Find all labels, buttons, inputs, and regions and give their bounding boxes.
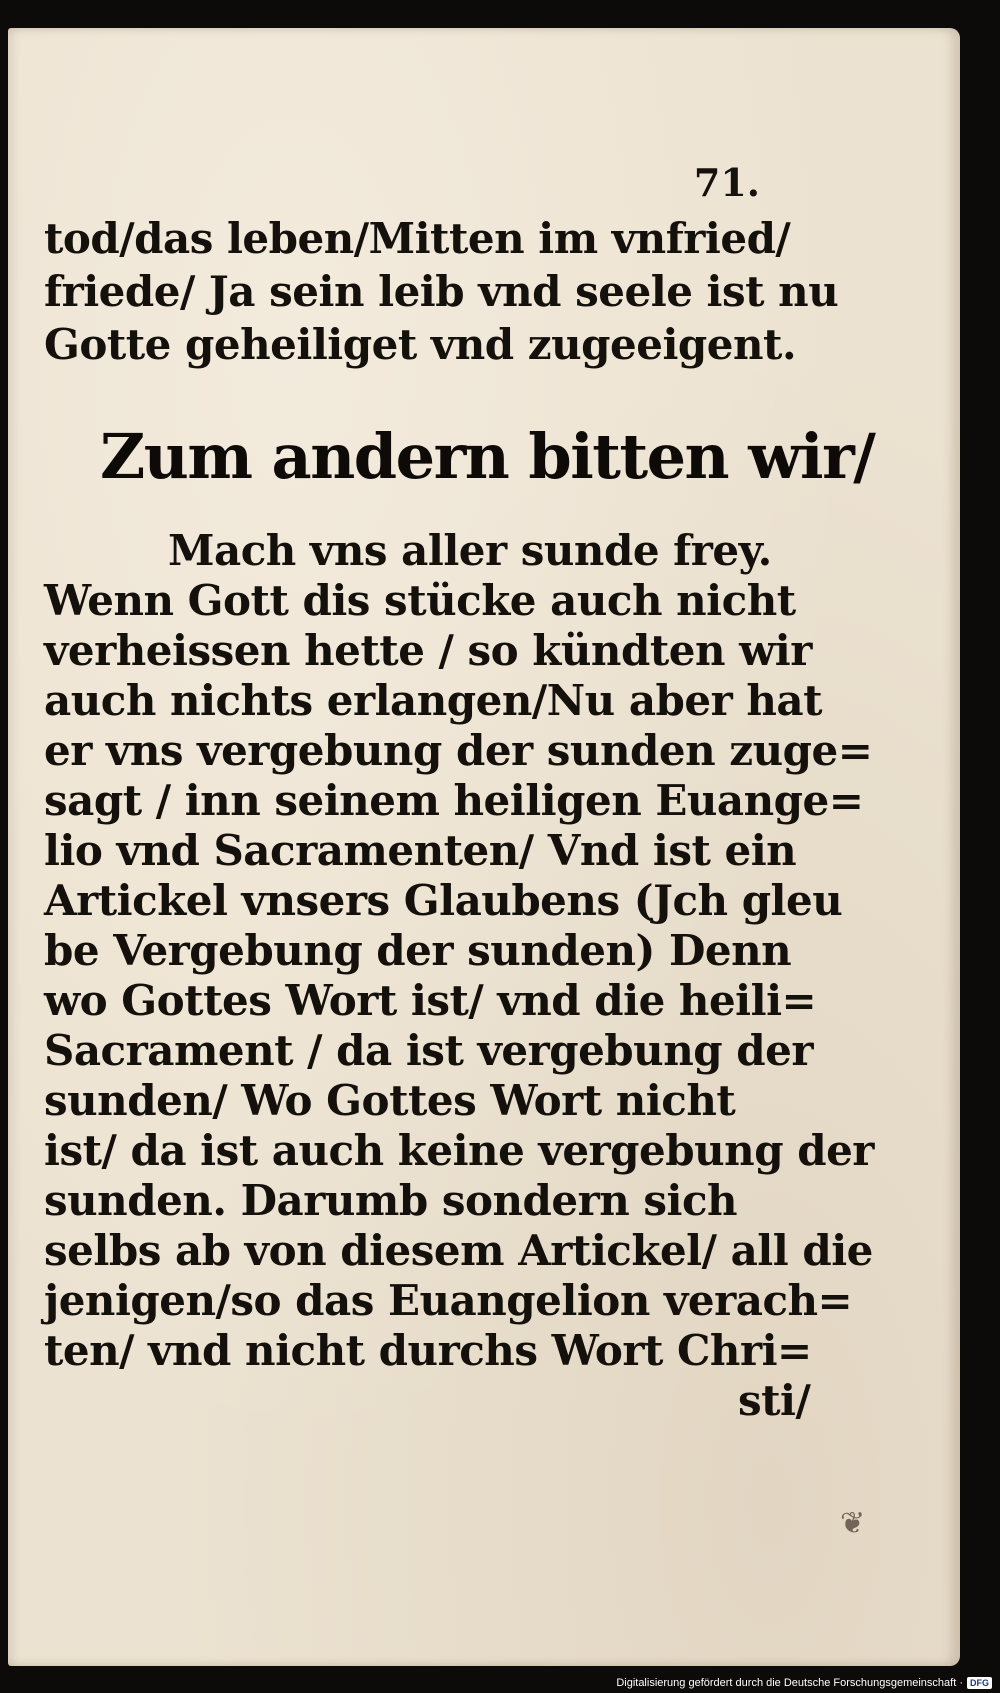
digitization-credit [616, 1677, 992, 1689]
text-line: auch nichts erlangen/Nu aber hat [44, 676, 823, 725]
dfg-logo-icon: DFG [967, 1677, 992, 1689]
text-line: ist/ da ist auch keine vergebung der [44, 1126, 874, 1175]
text-line: jenigen/so das Euangelion verach= [44, 1276, 853, 1325]
text-line: be Vergebung der sunden) Denn [44, 926, 792, 975]
footer-text: Digitalisierung gefördert durch die Deutsche Forschungsgemeinschaft · [616, 1677, 963, 1689]
text-line: verheissen hette / so kündten wir [44, 626, 812, 675]
printer-ornament-icon: ❦ [840, 1506, 866, 1541]
text-line: sagt / inn seinem heiligen Euange= [44, 776, 864, 825]
section-heading: Zum andern bitten wir/ [100, 420, 875, 493]
text-line: wo Gottes Wort ist/ vnd die heili= [44, 976, 817, 1025]
text-line: ten/ vnd nicht durchs Wort Chri= [44, 1326, 812, 1375]
text-line: Wenn Gott dis stücke auch nicht [44, 576, 796, 625]
text-line: lio vnd Sacramenten/ Vnd ist ein [44, 826, 797, 875]
text-line: sunden. Darumb sondern sich [44, 1176, 738, 1225]
text-line: Gotte geheiliget vnd zugeeigent. [44, 320, 797, 369]
text-line: tod/das leben/Mitten im vnfried/ [44, 214, 791, 263]
text-line: selbs ab von diesem Artickel/ all die [44, 1226, 873, 1275]
text-line: Mach vns aller sunde frey. [168, 526, 772, 575]
text-line: er vns vergebung der sunden zuge= [44, 726, 873, 775]
text-line: friede/ Ja sein leib vnd seele ist nu [44, 267, 839, 316]
text-line: sunden/ Wo Gottes Wort nicht [44, 1076, 736, 1125]
text-line: Sacrament / da ist vergebung der [44, 1026, 813, 1075]
text-line: Artickel vnsers Glaubens (Jch gleu [44, 876, 843, 925]
text-line: sti/ [738, 1376, 811, 1425]
book-page [8, 28, 960, 1666]
page-number: 71. [693, 160, 760, 205]
